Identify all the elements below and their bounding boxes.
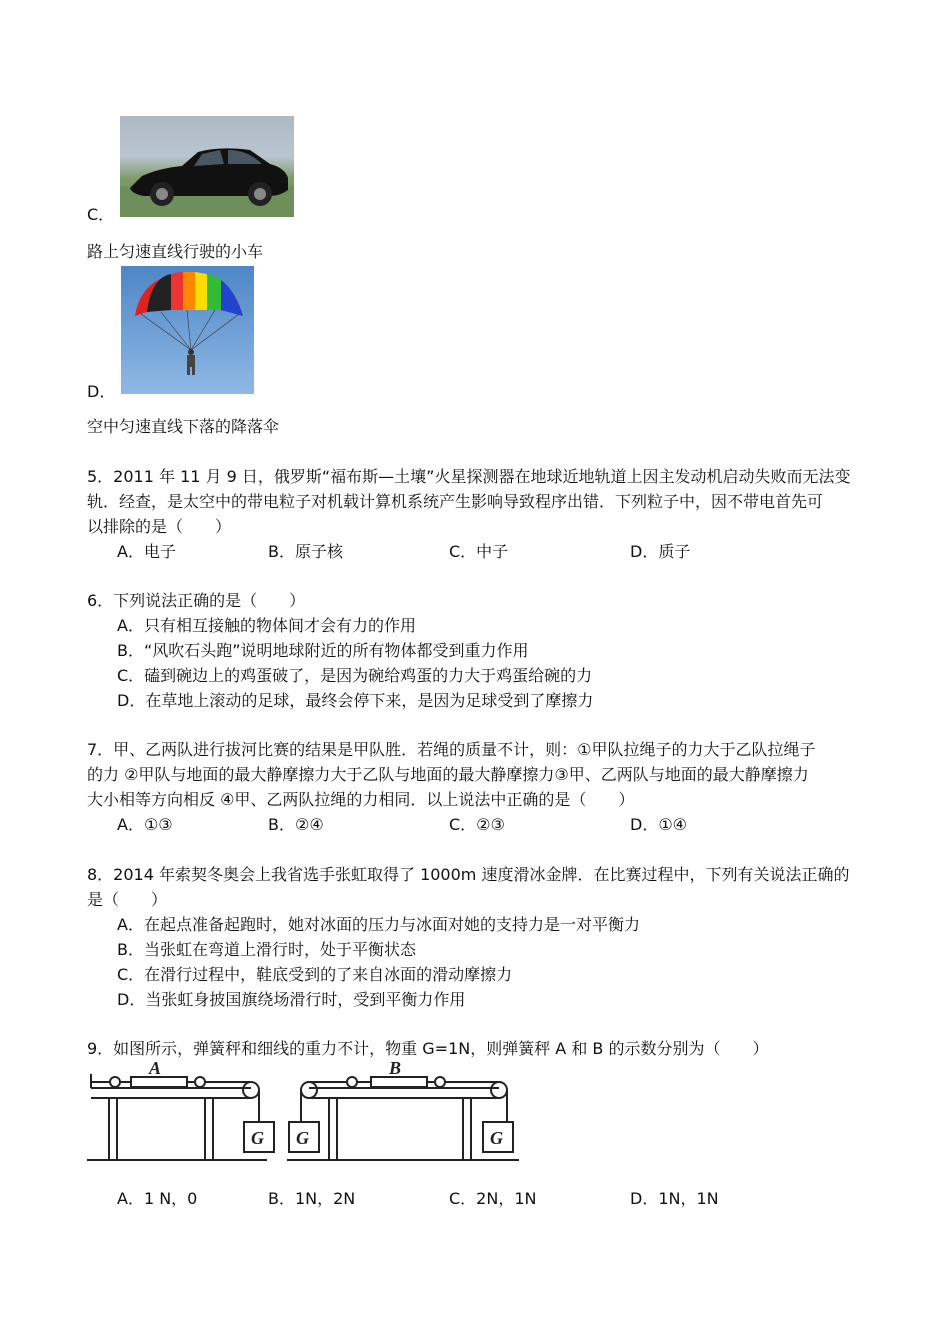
q7-option-b: B．②④ [268,815,324,834]
q8-option-b: B．当张虹在弯道上滑行时，处于平衡状态 [117,940,416,959]
q9-option-d: D．1N，1N [630,1189,719,1208]
q8-option-a: A．在起点准备起跑时，她对冰面的压力与冰面对她的支持力是一对平衡力 [117,915,640,934]
q5-option-a: A．电子 [117,542,176,561]
weight-left: G [251,1128,264,1148]
weight-middle: G [296,1128,309,1148]
weight-right: G [490,1128,503,1148]
q8-option-c: C．在滑行过程中，鞋底受到的了来自冰面的滑动摩擦力 [117,965,513,984]
q6-option-d: D．在草地上滚动的足球，最终会停下来，是因为足球受到了摩擦力 [117,691,594,710]
q9-option-c: C．2N，1N [449,1189,537,1208]
q6-option-c: C．磕到碗边上的鸡蛋破了，是因为碗给鸡蛋的力大于鸡蛋给碗的力 [117,666,593,685]
q8-stem-line-1: 8．2014 年索契冬奥会上我省选手张虹取得了 1000m 速度滑冰金牌．在比赛过程中，下列有关说法正确的 [87,865,850,884]
q6-stem: 6．下列说法正确的是（ ） [87,591,306,610]
q5-option-d: D．质子 [630,542,691,561]
scale-a-label: A [149,1060,162,1078]
q7-option-a: A．①③ [117,815,173,834]
q8-option-d: D．当张虹身披国旗绕场滑行时，受到平衡力作用 [117,990,466,1009]
scale-b-label: B [389,1060,402,1078]
q7-stem-line-3: 大小相等方向相反 ④甲、乙两队拉绳的力相同．以上说法中正确的是（ ） [87,790,635,809]
q9-option-b: B．1N，2N [268,1189,356,1208]
q5-stem-line-1: 5．2011 年 11 月 9 日，俄罗斯“福布斯—土壤”火星探测器在地球近地轨道上因主发动机启动失败而无法变 [87,467,851,486]
q8-stem-line-2: 是（ ） [87,890,168,909]
spring-scale-figure [87,1060,527,1166]
q7-stem-line-1: 7．甲、乙两队进行拔河比赛的结果是甲队胜．若绳的质量不计，则：①甲队拉绳子的力大于乙队拉绳子 [87,740,816,759]
q5-option-b: B．原子核 [268,542,343,561]
car-photo [120,116,294,217]
parachute-photo [121,266,254,394]
q7-option-d: D．①④ [630,815,688,834]
option-d-label: D． [87,382,116,401]
option-c-caption: 路上匀速直线行驶的小车 [87,242,264,261]
q5-stem-line-2: 轨．经查，是太空中的带电粒子对机载计算机系统产生影响导致程序出错．下列粒子中，因不带电首先可 [87,492,824,511]
option-d-caption: 空中匀速直线下落的降落伞 [87,417,280,436]
q5-stem-line-3: 以排除的是（ ） [87,517,232,536]
q9-option-a: A．1 N，0 [117,1189,198,1208]
q6-option-a: A．只有相互接触的物体间才会有力的作用 [117,616,416,635]
q6-option-b: B．“风吹石头跑”说明地球附近的所有物体都受到重力作用 [117,641,529,660]
q9-stem: 9．如图所示，弹簧秤和细线的重力不计，物重 G=1N，则弹簧秤 A 和 B 的示数分别为（ ） [87,1039,769,1058]
option-c-label: C． [87,205,115,224]
q7-stem-line-2: 的力 ②甲队与地面的最大静摩擦力大于乙队与地面的最大静摩擦力③甲、乙两队与地面的最大静摩擦力 [87,765,809,784]
q7-option-c: C．②③ [449,815,505,834]
q5-option-c: C．中子 [449,542,509,561]
